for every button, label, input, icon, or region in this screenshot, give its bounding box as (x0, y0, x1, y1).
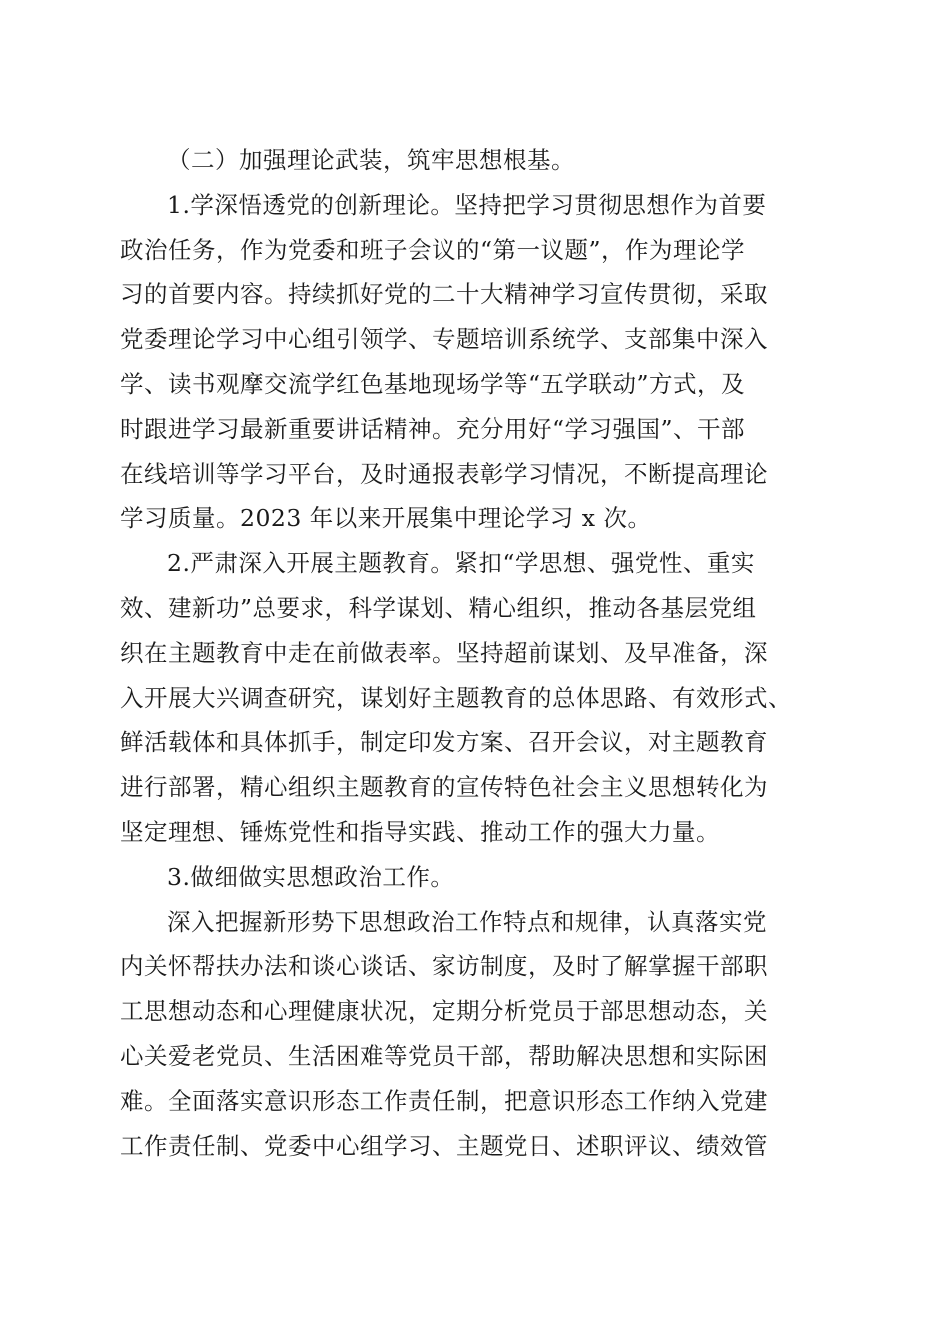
paragraph-line: 3.做细做实思想政治工作。 (167, 862, 455, 891)
paragraph-political-work-heading (120, 855, 830, 900)
paragraph-line: 效、建新功”总要求，科学谋划、精心组织，推动各基层党组 (120, 593, 757, 622)
paragraph-line: 织在主题教育中走在前做表率。坚持超前谋划、及早准备，深 (120, 638, 768, 667)
paragraph-political-work (120, 900, 830, 1169)
paragraph-line: 学习质量。2023 年以来开展集中理论学习 x 次。 (120, 504, 652, 533)
paragraph-line: 习的首要内容。持续抓好党的二十大精神学习宣传贯彻，采取 (120, 280, 768, 309)
paragraph-line: 鲜活载体和具体抓手，制定印发方案、召开会议，对主题教育 (120, 728, 768, 757)
paragraph-line: 1.学深悟透党的创新理论。坚持把学习贯彻思想作为首要 (167, 190, 767, 219)
paragraph-line: 党委理论学习中心组引领学、专题培训系统学、支部集中深入 (120, 325, 768, 354)
paragraph-line: 在线培训等学习平台，及时通报表彰学习情况，不断提高理论 (120, 459, 768, 488)
paragraph-theory-study (120, 183, 830, 541)
paragraph-line: 难。全面落实意识形态工作责任制，把意识形态工作纳入党建 (120, 1086, 768, 1115)
paragraph-theme-education (120, 541, 830, 855)
paragraph-line: 时跟进学习最新重要讲话精神。充分用好“学习强国”、干部 (120, 414, 746, 443)
paragraph-line: 工思想动态和心理健康状况，定期分析党员于部思想动态，关 (120, 997, 768, 1026)
paragraph-line: 学、读书观摩交流学红色基地现场学等“五学联动”方式，及 (120, 369, 746, 398)
paragraph-line: 坚定理想、锤炼党性和指导实践、推动工作的强大力量。 (120, 817, 720, 846)
paragraph-line: 进行部署，精心组织主题教育的宣传特色社会主义思想转化为 (120, 773, 768, 802)
paragraph-line: 入开展大兴调查研究，谋划好主题教育的总体思路、有效形式、 (120, 683, 792, 712)
paragraph-line: 政治任务，作为党委和班子会议的“第一议题”，作为理论学 (120, 235, 746, 264)
paragraph-line: 工作责任制、党委中心组学习、主题党日、述职评议、绩效管 (120, 1131, 768, 1160)
paragraph-line: 深入把握新形势下思想政治工作特点和规律，认真落实党 (167, 907, 767, 936)
paragraph-line: 2.严肃深入开展主题教育。紧扣“学思想、强党性、重实 (167, 549, 755, 578)
section-heading: （二）加强理论武装，筑牢思想根基。 (167, 146, 575, 174)
document-body (120, 138, 830, 1168)
paragraph-line: 心关爱老党员、生活困难等党员干部，帮助解决思想和实际困 (120, 1041, 768, 1070)
paragraph-line: 内关怀帮扶办法和谈心谈话、家访制度，及时了解掌握干部职 (120, 952, 768, 981)
